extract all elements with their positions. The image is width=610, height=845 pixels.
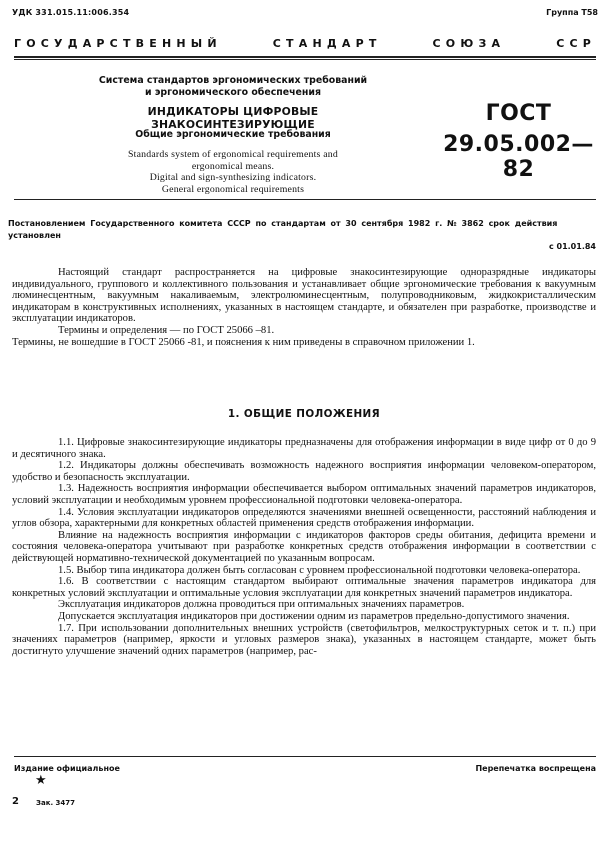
paragraph: 1.3. Надежность восприятия информации обеспечивается выбором оптимальных значений параметров индикаторов, условий эксплуатации и необходимым уровнем профессиональной подготовки человека-оператора. xyxy=(12,483,596,506)
star-icon: ★ xyxy=(35,772,47,787)
section-body xyxy=(12,437,596,657)
intro-paragraph: Настоящий стандарт распространяется на цифровые знакосинтезирующие одноразрядные индикаторы индивидуального, группового и коллективного пользования и устанавливает общие эргономические требования к вакуумным люминесцентным, вакуумным накаливаемым, электролюминесцентным, полупроводниковым, жидкокристаллическим индикаторам в конструктивных исполнениях, указанных в настоящем стандарте, и обязателен при разработке, производстве и эксплуатации индикаторов. xyxy=(12,267,596,325)
system-title: Система стандартов эргономических требований и эргономического обеспечения xyxy=(98,75,368,98)
paragraph: 1.4. Условия эксплуатации индикаторов определяются значениями внешней освещенности, расстояний наблюдения и углов обзора, характерными для конкретных областей применения средств отображения информации. xyxy=(12,506,596,530)
paragraph: Эксплуатация индикаторов должна проводиться при оптимальных значениях параметров. xyxy=(58,599,465,611)
banner-rule-thin xyxy=(14,59,596,60)
effective-date: с 01.01.84 xyxy=(548,242,596,251)
paragraph: 1.2. Индикаторы должны обеспечивать возможность надежного восприятия информации человеком-оператором, удобство и безопасность эксплуатации. xyxy=(12,460,596,483)
intro-paragraph: Термины, не вошедшие в ГОСТ 25066 -81, и пояснения к ним приведены в справочном приложении 1. xyxy=(12,336,475,348)
paragraph: 1.5. Выбор типа индикатора должен быть согласован с уровнем профессиональной подготовки человека-оператора. xyxy=(58,564,581,576)
page-number: 2 xyxy=(12,796,19,807)
decree-text: Постановлением Государственного комитета СССР по стандартам от 30 сентября 1982 г. № 3862 срок действия установлен xyxy=(8,219,558,240)
banner-word: ГОСУДАРСТВЕННЫЙ xyxy=(14,37,222,50)
english-title: Standards system of ergonomical requirements and ergonomical means. Digital and sign-synthesizing indicators. General ergonomical requirements xyxy=(128,149,338,195)
gost-number: 29.05.002—82 xyxy=(443,132,594,182)
paragraph: 1.6. В соответствии с настоящим стандартом выбирают оптимальные значения параметров индикатора для конкретных условий эксплуатации и оптимальные условия эксплуатации для конкретных значений параметров индикатора. xyxy=(12,576,596,599)
state-standard-banner xyxy=(14,37,596,50)
footer-rule xyxy=(14,756,596,757)
paragraph: 1.1. Цифровые знакосинтезирующие индикаторы предназначены для отображения информации в виде цифр от 0 до 9 и десятичного знака. xyxy=(12,437,596,460)
paragraph: Влияние на надежность восприятия информации с индикаторов факторов среды обитания, дефицита времени и состояния человека-оператора учитывают при разработке конкретных средств отображения информации в соответствии с действующей нормативно-технической документацией по указанным вопросам. xyxy=(12,529,596,564)
group-code: Группа Т58 xyxy=(546,8,598,17)
document-subtitle: Общие эргономические требования xyxy=(135,129,331,140)
section-heading: 1. ОБЩИЕ ПОЛОЖЕНИЯ xyxy=(227,408,381,420)
banner-word: СОЮЗА xyxy=(432,37,506,50)
paragraph: Допускается эксплуатация индикаторов при достижении одним из параметров предельно-допустимого значения. xyxy=(58,610,570,622)
banner-word: ССР xyxy=(556,37,596,50)
title-block-rule xyxy=(14,199,596,200)
intro-text xyxy=(12,267,596,348)
document-title: ИНДИКАТОРЫ ЦИФРОВЫЕ ЗНАКОСИНТЕЗИРУЮЩИЕ xyxy=(147,105,319,131)
official-edition-label: Издание официальное xyxy=(14,764,120,773)
order-number: Зак. 3477 xyxy=(36,799,76,807)
banner-word: СТАНДАРТ xyxy=(272,37,382,50)
reprint-prohibited-label: Перепечатка воспрещена xyxy=(475,764,596,773)
banner-rule-thick xyxy=(14,56,596,58)
gost-label: ГОСТ xyxy=(485,101,552,126)
paragraph: 1.7. При использовании дополнительных внешних устройств (светофильтров, мелкоструктурных сеток и т. п.) при значениях параметров (например, яркости и угловых размеров знака), указанных в настоящем стандарте, может быть достигнуто улучшение значений одних параметров (например, рас- xyxy=(12,622,596,657)
udk-code: УДК 331.015.11:006.354 xyxy=(12,8,130,17)
intro-paragraph: Термины и определения — по ГОСТ 25066 –81. xyxy=(58,324,275,336)
